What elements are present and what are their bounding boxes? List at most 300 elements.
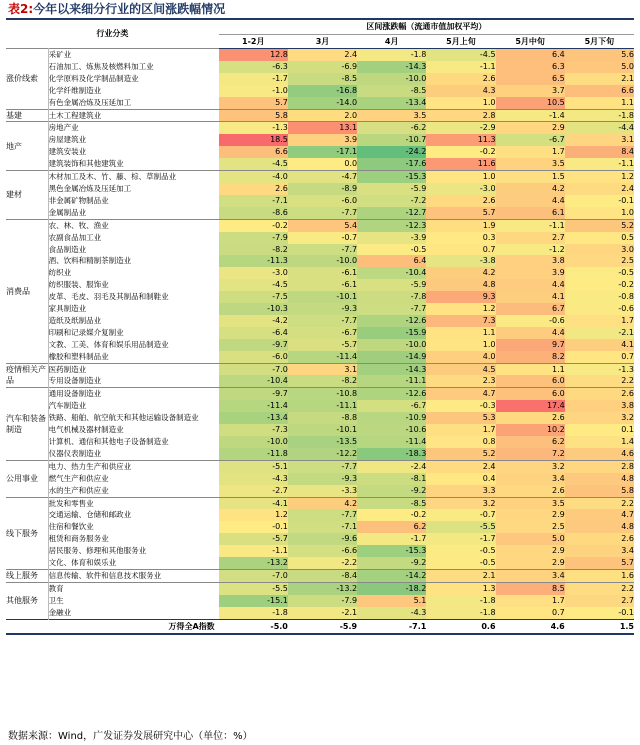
value-cell: -0.7 [426, 509, 495, 521]
value-cell: -0.5 [426, 545, 495, 557]
value-cell: -7.8 [357, 291, 426, 303]
value-cell: 0.0 [288, 158, 357, 170]
value-cell: 4.7 [426, 388, 495, 400]
total-row [6, 619, 634, 634]
value-cell: 3.8 [565, 400, 634, 412]
value-cell: 5.8 [219, 109, 288, 122]
group-label: 汽车和装备制造 [6, 388, 48, 460]
value-cell: -6.6 [288, 545, 357, 557]
value-cell: 2.6 [219, 183, 288, 195]
industry-name: 化学原料及化学制品制造业 [48, 73, 139, 83]
industry-name: 租赁和商务服务业 [48, 534, 109, 544]
value-cell: 4.0 [426, 351, 495, 363]
value-cell: 1.1 [565, 97, 634, 109]
value-cell: 5.6 [565, 49, 634, 61]
value-cell: -4.0 [219, 171, 288, 183]
value-cell: -4.1 [219, 497, 288, 509]
value-cell: 4.8 [565, 521, 634, 533]
header-period: 1-2月 [219, 35, 288, 49]
value-cell: 0.7 [565, 351, 634, 363]
table-row [6, 412, 634, 424]
value-cell: 13.1 [288, 122, 357, 134]
table-row [6, 533, 634, 545]
value-cell: -7.3 [219, 424, 288, 436]
industry-name: 印刷和记录媒介复制业 [48, 327, 124, 337]
value-cell: -13.2 [219, 557, 288, 569]
total-value-cell: -5.0 [219, 619, 288, 634]
value-cell: -0.1 [219, 521, 288, 533]
value-cell: -5.5 [426, 521, 495, 533]
table-row [6, 448, 634, 460]
value-cell: 7.3 [426, 315, 495, 327]
value-cell: -18.3 [357, 448, 426, 460]
value-cell: 1.0 [426, 171, 495, 183]
value-cell: -0.2 [565, 279, 634, 291]
value-cell: -7.5 [219, 291, 288, 303]
industry-name: 教育 [48, 582, 219, 594]
value-cell: -10.0 [288, 255, 357, 267]
value-cell: -0.5 [426, 557, 495, 569]
table-row [6, 85, 634, 97]
value-cell: 2.9 [496, 545, 565, 557]
table-row [6, 171, 634, 183]
value-cell: 3.4 [496, 569, 565, 582]
value-cell: -2.9 [426, 122, 495, 134]
table-row [6, 557, 634, 569]
table-row [6, 195, 634, 207]
table-row [6, 61, 634, 73]
value-cell: 1.7 [496, 595, 565, 607]
value-cell: -13.5 [288, 436, 357, 448]
total-value-cell: -7.1 [357, 619, 426, 634]
value-cell: -6.3 [219, 61, 288, 73]
value-cell: -9.7 [219, 339, 288, 351]
table-row [6, 569, 634, 582]
table-row [6, 509, 634, 521]
value-cell: -4.5 [219, 158, 288, 170]
table-row [6, 146, 634, 158]
value-cell: -12.3 [357, 219, 426, 231]
value-cell: -14.3 [357, 363, 426, 375]
table-row [6, 207, 634, 219]
table-row [6, 279, 634, 291]
table-row [6, 49, 634, 61]
industry-name: 采矿业 [48, 49, 219, 61]
value-cell: 2.6 [426, 195, 495, 207]
value-cell: 3.8 [496, 255, 565, 267]
value-cell: 0.5 [565, 232, 634, 244]
table-row [6, 497, 634, 509]
value-cell: 11.3 [426, 134, 495, 146]
value-cell: -2.2 [288, 557, 357, 569]
industry-name: 酒、饮料和精制茶制造业 [48, 256, 132, 266]
value-cell: 3.0 [565, 244, 634, 256]
value-cell: -4.7 [288, 171, 357, 183]
value-cell: -4.5 [426, 49, 495, 61]
value-cell: 6.2 [496, 436, 565, 448]
value-cell: 0.7 [496, 607, 565, 619]
table-row [6, 607, 634, 619]
group-label: 疫情相关产品 [6, 363, 48, 388]
industry-name: 造纸及纸制品业 [48, 315, 102, 325]
table-row [6, 363, 634, 375]
table-row [6, 351, 634, 363]
value-cell: 9.7 [496, 339, 565, 351]
industry-name: 文化、体育和娱乐业 [48, 558, 117, 568]
industry-name: 家具制造业 [48, 304, 87, 314]
industry-name: 计算机、通信和其他电子设备制造业 [48, 437, 169, 446]
table-row [6, 339, 634, 351]
table-row [6, 303, 634, 315]
value-cell: -0.5 [357, 244, 426, 256]
value-cell: -5.1 [219, 460, 288, 472]
value-cell: 2.2 [565, 582, 634, 594]
value-cell: 3.9 [496, 267, 565, 279]
value-cell: 5.7 [426, 207, 495, 219]
table-row [6, 424, 634, 436]
table-row [6, 255, 634, 267]
value-cell: -7.7 [357, 303, 426, 315]
value-cell: 2.7 [565, 595, 634, 607]
value-cell: 1.6 [565, 569, 634, 582]
value-cell: -15.3 [357, 171, 426, 183]
value-cell: -1.7 [219, 73, 288, 85]
value-cell: 1.0 [565, 207, 634, 219]
value-cell: -12.6 [357, 315, 426, 327]
value-cell: 2.9 [496, 557, 565, 569]
value-cell: -1.3 [565, 363, 634, 375]
table-row [6, 109, 634, 122]
value-cell: -0.7 [288, 232, 357, 244]
value-cell: 1.1 [426, 327, 495, 339]
value-cell: -0.1 [565, 607, 634, 619]
table-row [6, 595, 634, 607]
value-cell: 5.4 [288, 219, 357, 231]
value-cell: -9.7 [219, 388, 288, 400]
value-cell: 3.5 [357, 109, 426, 122]
industry-name: 纺织业 [48, 268, 72, 278]
value-cell: -3.8 [426, 255, 495, 267]
value-cell: -11.8 [219, 448, 288, 460]
value-cell: -6.0 [219, 351, 288, 363]
value-cell: 2.5 [496, 521, 565, 533]
industry-name: 批发和零售业 [48, 497, 219, 509]
table-row [6, 436, 634, 448]
value-cell: 5.3 [426, 412, 495, 424]
value-cell: 2.3 [426, 375, 495, 387]
industry-name: 木材加工及木、竹、藤、棕、草制品业 [48, 171, 219, 183]
value-cell: 10.2 [496, 424, 565, 436]
value-cell: 0.1 [565, 424, 634, 436]
group-label: 线上服务 [6, 569, 48, 582]
value-cell: -1.8 [426, 607, 495, 619]
value-cell: -9.2 [357, 557, 426, 569]
source-note: 数据来源：Wind，广发证券发展研究中心（单位：%） [8, 731, 253, 742]
value-cell: 5.0 [565, 61, 634, 73]
value-cell: -2.1 [288, 607, 357, 619]
value-cell: -17.1 [288, 146, 357, 158]
value-cell: 2.9 [496, 509, 565, 521]
value-cell: 1.7 [565, 315, 634, 327]
value-cell: -6.2 [357, 122, 426, 134]
industry-name: 通用设备制造业 [48, 388, 219, 400]
value-cell: -1.8 [219, 607, 288, 619]
value-cell: 3.1 [565, 134, 634, 146]
value-cell: -1.7 [357, 533, 426, 545]
industry-name: 卫生 [48, 595, 64, 605]
value-cell: 3.5 [496, 158, 565, 170]
value-cell: -1.8 [426, 595, 495, 607]
value-cell: -18.2 [357, 582, 426, 594]
value-cell: -5.7 [219, 533, 288, 545]
value-cell: -13.4 [219, 412, 288, 424]
header-period: 4月 [357, 35, 426, 49]
value-cell: 2.6 [496, 412, 565, 424]
industry-name: 农、林、牧、渔业 [48, 219, 219, 231]
table-row [6, 183, 634, 195]
value-cell: -8.2 [219, 244, 288, 256]
value-cell: -10.7 [357, 134, 426, 146]
value-cell: 4.7 [565, 509, 634, 521]
value-cell: -1.1 [219, 545, 288, 557]
value-cell: 8.2 [496, 351, 565, 363]
header-category: 行业分类 [6, 19, 219, 49]
industry-name: 农副食品加工业 [48, 232, 102, 242]
value-cell: 6.4 [496, 49, 565, 61]
value-cell: -12.7 [357, 207, 426, 219]
value-cell: 3.5 [496, 497, 565, 509]
value-cell: -7.9 [219, 232, 288, 244]
value-cell: -10.0 [219, 436, 288, 448]
value-cell: 5.7 [565, 557, 634, 569]
value-cell: 4.8 [565, 473, 634, 485]
value-cell: 4.2 [426, 267, 495, 279]
value-cell: -2.4 [357, 460, 426, 472]
value-cell: -1.8 [357, 49, 426, 61]
value-cell: 0.7 [426, 244, 495, 256]
value-cell: -6.1 [288, 279, 357, 291]
value-cell: -6.7 [357, 400, 426, 412]
value-cell: -5.7 [288, 339, 357, 351]
value-cell: 1.9 [426, 219, 495, 231]
value-cell: -3.0 [219, 267, 288, 279]
table-row [6, 521, 634, 533]
industry-name: 建筑装饰和其他建筑业 [48, 159, 124, 169]
value-cell: -24.2 [357, 146, 426, 158]
header-period: 3月 [288, 35, 357, 49]
table-row [6, 122, 634, 134]
value-cell: -10.1 [288, 424, 357, 436]
value-cell: -1.3 [219, 122, 288, 134]
value-cell: -10.0 [357, 73, 426, 85]
group-label: 地产 [6, 122, 48, 171]
value-cell: -1.8 [565, 109, 634, 122]
value-cell: 18.5 [219, 134, 288, 146]
value-cell: -14.2 [357, 569, 426, 582]
value-cell: -12.2 [288, 448, 357, 460]
returns-table [6, 18, 634, 635]
table-row [6, 134, 634, 146]
table-row [6, 315, 634, 327]
header-period: 5月中旬 [496, 35, 565, 49]
value-cell: 2.5 [565, 255, 634, 267]
table-row [6, 582, 634, 594]
value-cell: -7.7 [288, 244, 357, 256]
table-row [6, 327, 634, 339]
value-cell: 6.0 [496, 388, 565, 400]
value-cell: 9.3 [426, 291, 495, 303]
value-cell: -4.3 [219, 473, 288, 485]
value-cell: -4.3 [357, 607, 426, 619]
value-cell: 1.2 [219, 509, 288, 521]
industry-name: 非金属矿物制品业 [48, 195, 109, 205]
value-cell: 2.6 [565, 388, 634, 400]
value-cell: 1.2 [426, 303, 495, 315]
group-label: 消费品 [6, 219, 48, 363]
total-value-cell: 4.6 [496, 619, 565, 634]
value-cell: -8.5 [357, 85, 426, 97]
value-cell: 10.5 [496, 97, 565, 109]
header-span: 区间涨跌幅（流通市值加权平均） [219, 19, 634, 35]
value-cell: 6.2 [357, 521, 426, 533]
value-cell: 8.5 [496, 582, 565, 594]
value-cell: 6.6 [219, 146, 288, 158]
value-cell: 3.1 [288, 363, 357, 375]
industry-name: 文教、工美、体育和娱乐用品制造业 [48, 339, 169, 349]
industry-name: 食品制造业 [48, 244, 87, 254]
value-cell: -16.8 [288, 85, 357, 97]
value-cell: 3.9 [288, 134, 357, 146]
industry-name: 居民服务、修理和其他服务业 [48, 546, 147, 556]
value-cell: -8.4 [288, 569, 357, 582]
value-cell: -10.0 [357, 339, 426, 351]
value-cell: 0.3 [426, 232, 495, 244]
value-cell: -0.6 [565, 303, 634, 315]
industry-name: 土木工程建筑业 [48, 109, 219, 122]
value-cell: -17.6 [357, 158, 426, 170]
value-cell: -8.1 [357, 473, 426, 485]
industry-name: 化学纤维制造业 [48, 85, 102, 95]
value-cell: -15.9 [357, 327, 426, 339]
value-cell: 2.1 [426, 569, 495, 582]
value-cell: -9.3 [288, 303, 357, 315]
table-row [6, 232, 634, 244]
value-cell: -11.1 [288, 400, 357, 412]
value-cell: -10.4 [357, 267, 426, 279]
value-cell: 2.8 [426, 109, 495, 122]
value-cell: 1.0 [426, 339, 495, 351]
value-cell: -7.2 [357, 195, 426, 207]
group-label: 公用事业 [6, 460, 48, 497]
value-cell: -2.7 [219, 485, 288, 497]
industry-name: 仪器仪表制造业 [48, 448, 102, 458]
industry-name: 电气机械及器材制造业 [48, 425, 124, 435]
value-cell: 2.6 [565, 533, 634, 545]
value-cell: -10.1 [288, 291, 357, 303]
value-cell: -10.3 [219, 303, 288, 315]
table-row [6, 375, 634, 387]
value-cell: -4.2 [219, 315, 288, 327]
value-cell: -7.1 [219, 195, 288, 207]
value-cell: -6.0 [288, 195, 357, 207]
table-row [6, 473, 634, 485]
value-cell: -6.1 [288, 267, 357, 279]
total-value-cell: -5.9 [288, 619, 357, 634]
value-cell: -9.6 [288, 533, 357, 545]
value-cell: 2.9 [496, 122, 565, 134]
value-cell: -11.4 [357, 436, 426, 448]
value-cell: 4.3 [426, 85, 495, 97]
value-cell: -11.1 [357, 375, 426, 387]
value-cell: -14.3 [357, 61, 426, 73]
value-cell: -8.5 [288, 73, 357, 85]
value-cell: 4.2 [496, 183, 565, 195]
industry-name: 燃气生产和供应业 [48, 473, 109, 483]
table-row [6, 244, 634, 256]
value-cell: -1.0 [219, 85, 288, 97]
value-cell: 12.8 [219, 49, 288, 61]
industry-name: 住宿和餐饮业 [48, 522, 94, 532]
value-cell: -3.0 [426, 183, 495, 195]
value-cell: 3.4 [496, 473, 565, 485]
table-row [6, 73, 634, 85]
industry-name: 纺织服装、服饰业 [48, 280, 109, 290]
industry-name: 专用设备制造业 [48, 376, 102, 386]
value-cell: -1.1 [565, 158, 634, 170]
value-cell: 1.5 [496, 171, 565, 183]
industry-name: 有色金属冶炼及压延加工 [48, 97, 132, 107]
value-cell: 2.2 [565, 375, 634, 387]
value-cell: -7.7 [288, 509, 357, 521]
value-cell: 2.4 [426, 460, 495, 472]
value-cell: -10.6 [357, 424, 426, 436]
value-cell: -7.0 [219, 569, 288, 582]
value-cell: -1.1 [426, 61, 495, 73]
value-cell: 1.1 [496, 363, 565, 375]
value-cell: 0.4 [426, 473, 495, 485]
value-cell: -1.1 [496, 219, 565, 231]
value-cell: 6.7 [496, 303, 565, 315]
value-cell: 4.4 [496, 327, 565, 339]
value-cell: 5.1 [357, 595, 426, 607]
value-cell: -5.9 [357, 183, 426, 195]
industry-name: 信息传输、软件和信息技术服务业 [48, 569, 219, 582]
industry-name: 橡胶和塑料制品业 [48, 351, 109, 361]
value-cell: -0.3 [426, 400, 495, 412]
table-row [6, 267, 634, 279]
value-cell: -4.5 [219, 279, 288, 291]
table-row [6, 291, 634, 303]
value-cell: 1.4 [565, 436, 634, 448]
value-cell: -3.3 [288, 485, 357, 497]
value-cell: 4.5 [426, 363, 495, 375]
value-cell: -3.9 [357, 232, 426, 244]
value-cell: -8.8 [288, 412, 357, 424]
industry-name: 医药制造业 [48, 363, 219, 375]
value-cell: -0.2 [426, 146, 495, 158]
value-cell: 2.4 [565, 183, 634, 195]
value-cell: -5.5 [219, 582, 288, 594]
value-cell: 6.5 [496, 73, 565, 85]
industry-name: 水的生产和供应业 [48, 485, 109, 495]
value-cell: 3.2 [565, 412, 634, 424]
value-cell: -7.0 [219, 363, 288, 375]
value-cell: -6.7 [288, 327, 357, 339]
value-cell: 1.7 [496, 146, 565, 158]
value-cell: -8.5 [357, 497, 426, 509]
value-cell: -7.7 [288, 207, 357, 219]
value-cell: -14.9 [357, 351, 426, 363]
